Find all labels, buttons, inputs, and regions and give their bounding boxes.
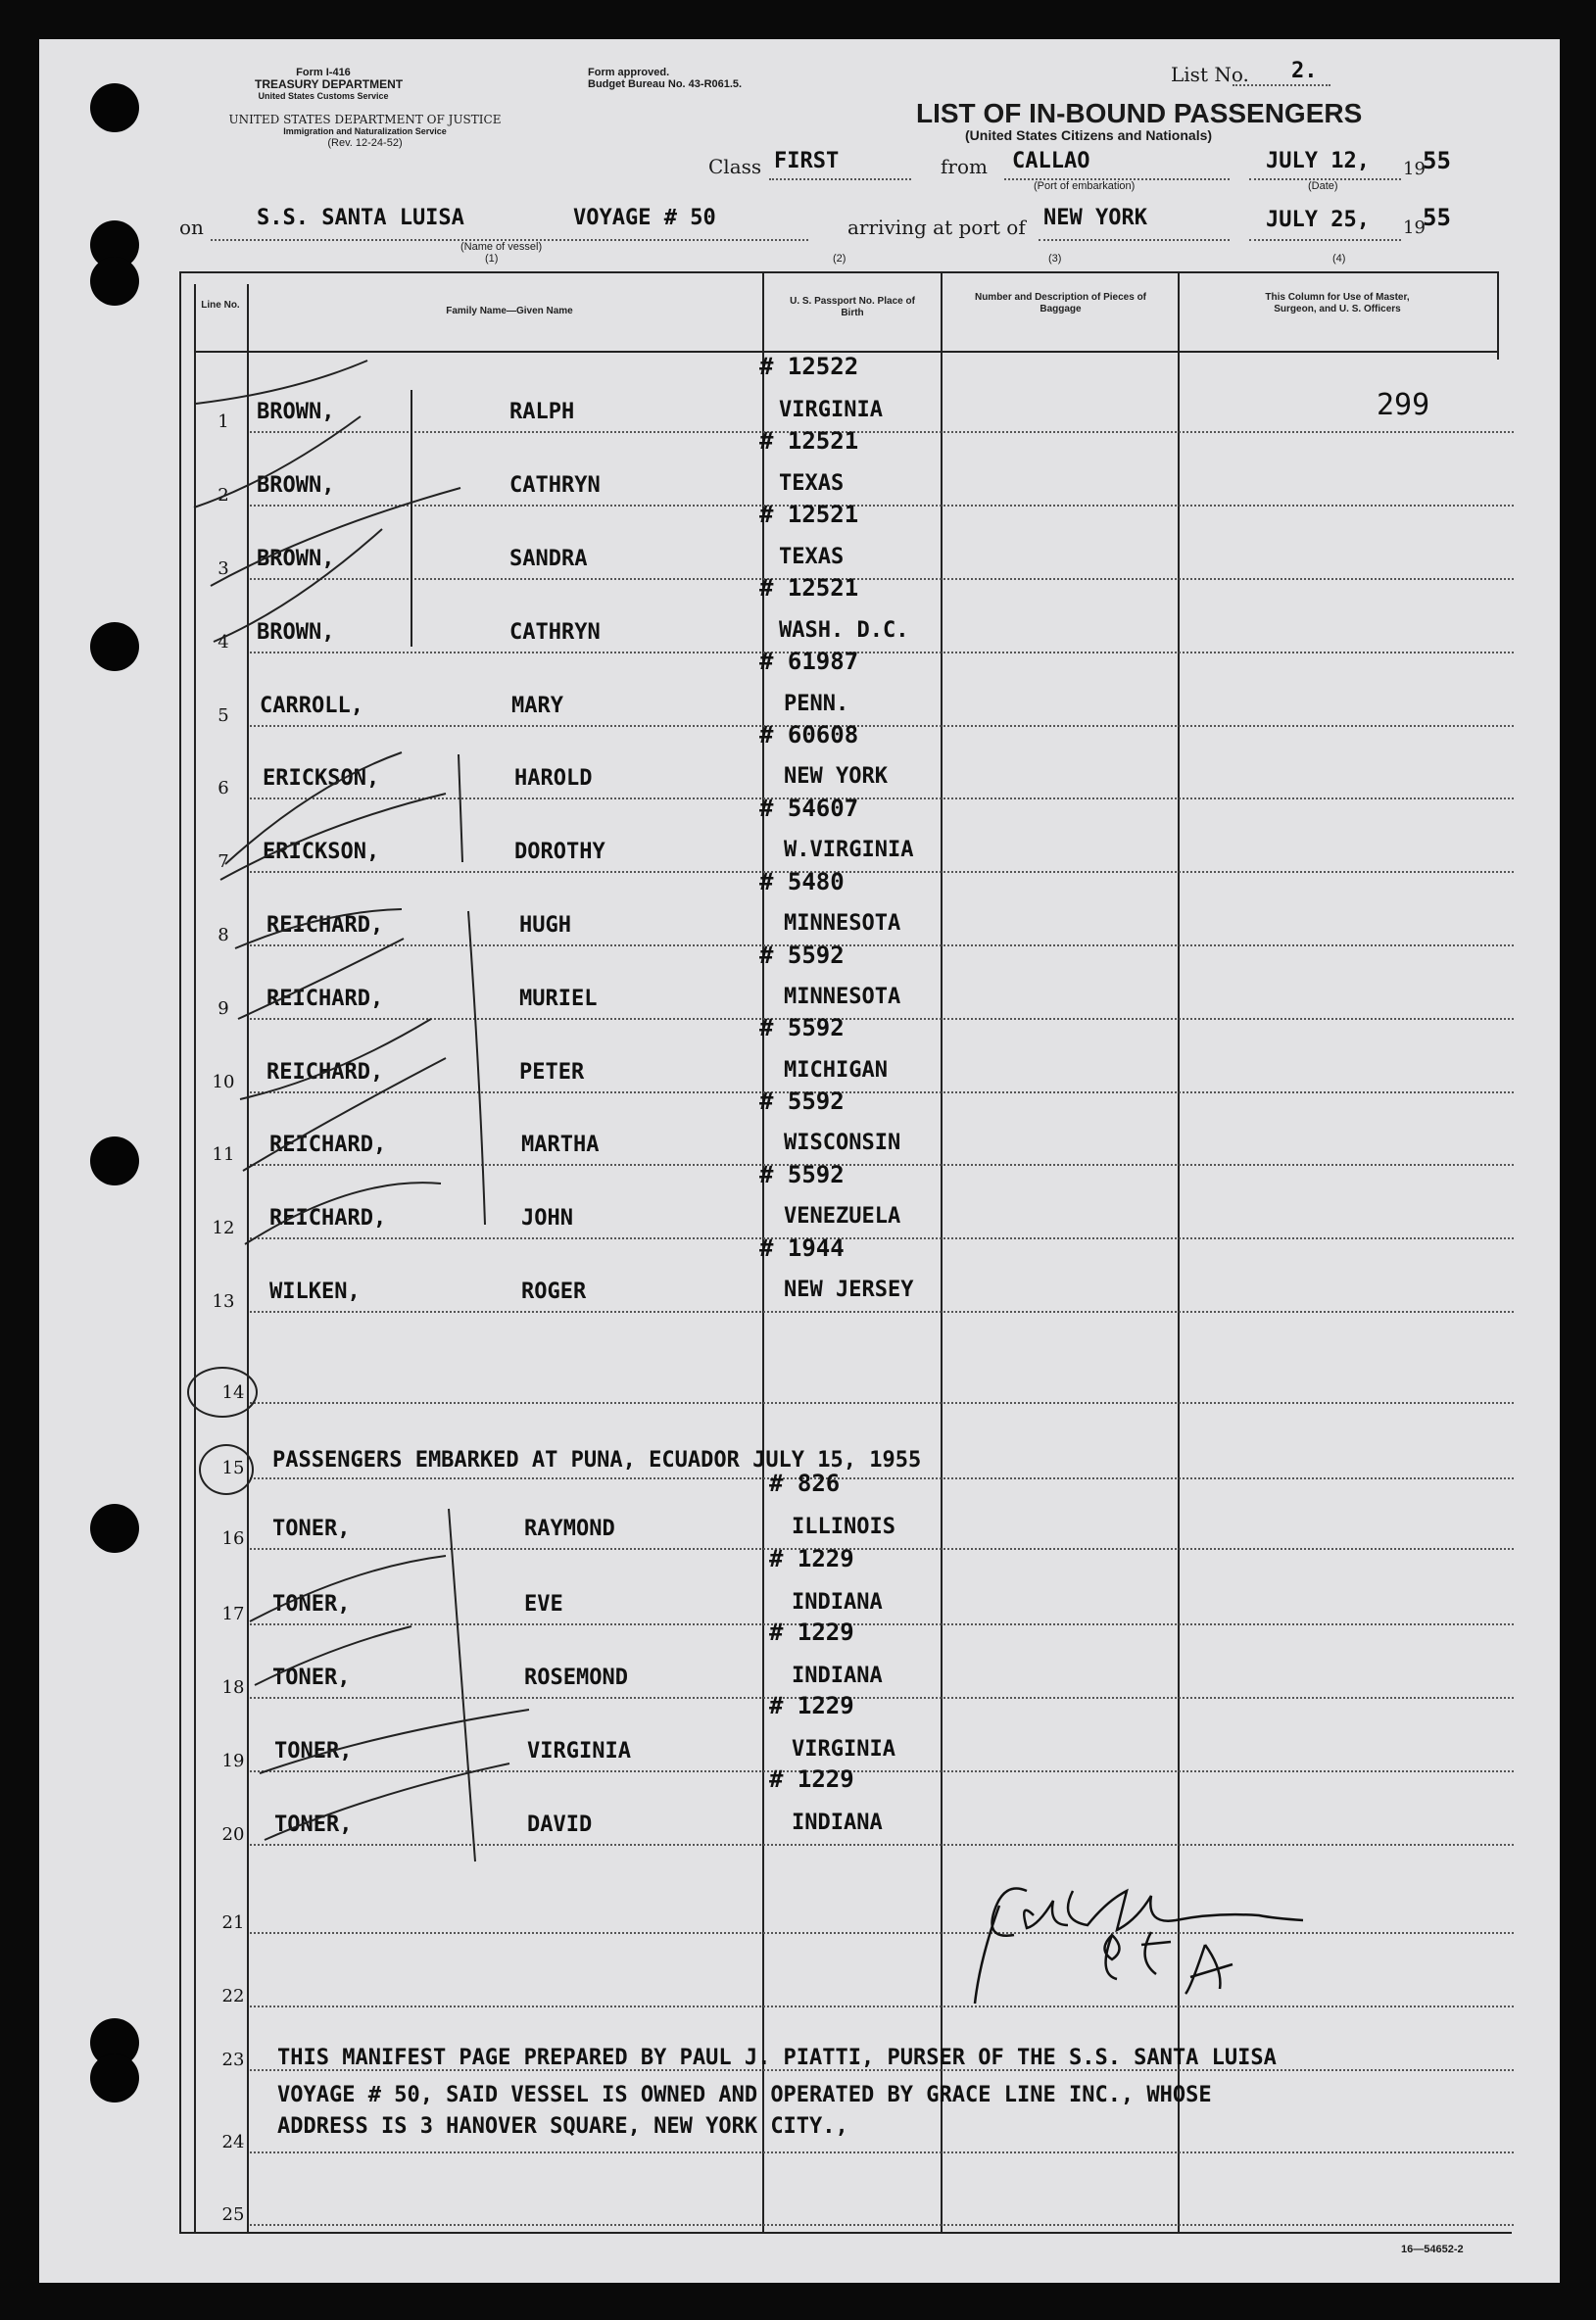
from-label: from [941,155,988,178]
place-of-birth: INDIANA [792,1664,883,1688]
footer-note-line1: THIS MANIFEST PAGE PREPARED BY PAUL J. PIATTI, PURSER OF THE S.S. SANTA LUISA [277,2046,1277,2070]
passport-number: # 12521 [759,427,859,455]
departure-year: 55 [1423,147,1451,174]
given-name: MARY [511,694,563,718]
passport-number: # 826 [769,1470,841,1497]
column-passport: U. S. Passport No. Place of Birth [790,296,915,318]
family-name: ERICKSON, [263,766,380,791]
passport-number: # 1944 [759,1234,845,1262]
given-name: EVE [524,1592,563,1617]
caption-4: (4) [1332,253,1346,265]
line-number: 7 [218,851,229,872]
line-number: 6 [218,778,229,798]
passport-number: # 61987 [759,648,859,675]
from-value: CALLAO [1012,149,1090,173]
line-number: 18 [221,1677,245,1698]
family-name: BROWN, [257,473,335,498]
passport-number: # 5592 [759,942,845,969]
place-of-birth: MINNESOTA [784,911,901,936]
line-number: 5 [218,705,229,726]
line-number: 14 [221,1382,245,1403]
vessel-caption: (Name of vessel) [460,241,543,253]
line-number: 8 [218,925,229,945]
column-name: Family Name—Given Name [446,306,573,316]
line-number: 15 [221,1458,245,1478]
given-name: SANDRA [509,547,588,571]
line-number: 12 [212,1218,235,1238]
given-name: MURIEL [519,987,598,1011]
family-name: BROWN, [257,620,335,645]
place-of-birth: TEXAS [779,545,845,569]
given-name: HAROLD [514,766,593,791]
family-name: ERICKSON, [263,840,380,864]
family-name: TONER, [272,1666,351,1690]
caption-3: (3) [1048,253,1062,265]
given-name: RAYMOND [524,1517,615,1541]
family-name: BROWN, [257,400,335,424]
class-label: Class [708,155,762,178]
line-number: 22 [221,1986,245,2006]
column-officers: This Column for Use of Master, Surgeon, and U. S. Officers [1265,292,1410,314]
page-subtitle: (United States Citizens and Nationals) [965,127,1213,143]
family-name: TONER, [272,1517,351,1541]
line-number: 20 [221,1824,245,1845]
port-caption: (Port of embarkation) [1034,180,1136,192]
footer-note-line3: ADDRESS IS 3 HANOVER SQUARE, NEW YORK CITY., [277,2114,848,2139]
place-of-birth: ILLINOIS [792,1515,895,1539]
passport-number: # 5592 [759,1161,845,1188]
given-name: DOROTHY [514,840,605,864]
family-name: BROWN, [257,547,335,571]
footer-note-line2: VOYAGE # 50, SAID VESSEL IS OWNED AND OPERATED BY GRACE LINE INC., WHOSE [277,2083,1212,2107]
line-number: 23 [221,2050,245,2070]
given-name: CATHRYN [509,473,601,498]
passport-number: # 5592 [759,1014,845,1041]
passport-number: # 1229 [769,1765,854,1793]
passport-number: # 5480 [759,868,845,895]
family-name: CARROLL, [260,694,363,718]
given-name: MARTHA [521,1133,600,1157]
page-title: LIST OF IN-BOUND PASSENGERS [916,98,1363,128]
line-number: 21 [221,1912,245,1933]
place-of-birth: WISCONSIN [784,1131,901,1155]
passport-number: # 60608 [759,721,859,749]
arrival-port: NEW YORK [1043,206,1147,230]
passport-number: # 1229 [769,1619,854,1646]
line-number: 11 [212,1144,235,1165]
family-name: TONER, [274,1739,353,1764]
place-of-birth: INDIANA [792,1811,883,1835]
voyage-number: VOYAGE # 50 [573,206,716,230]
place-of-birth: NEW JERSEY [784,1278,914,1302]
arrival-date: JULY 25, [1266,208,1370,232]
given-name: ROGER [521,1280,587,1304]
passport-number: # 12521 [759,501,859,528]
justice-dept: UNITED STATES DEPARTMENT OF JUSTICE [228,113,502,126]
place-of-birth: INDIANA [792,1590,883,1615]
line-number: 10 [212,1072,235,1092]
family-name: REICHARD, [266,913,384,938]
place-of-birth: VENEZUELA [784,1204,901,1229]
place-of-birth: TEXAS [779,471,845,496]
line-number: 1 [218,411,229,432]
line-number: 16 [221,1528,245,1549]
family-name: TONER, [272,1592,351,1617]
customs-service: United States Customs Service [258,91,389,101]
officer-note: 299 [1377,388,1430,422]
puna-note: PASSENGERS EMBARKED AT PUNA, ECUADOR JULY 15, 1955 [272,1448,922,1473]
column-line-no: Line No. [201,300,240,311]
form-number: Form I-416 [296,67,351,78]
passport-number: # 1229 [769,1692,854,1719]
treasury-dept: TREASURY DEPARTMENT [255,77,404,91]
list-no-value: 2. [1291,59,1318,83]
class-value: FIRST [774,149,840,173]
departure-date: JULY 12, [1266,149,1370,173]
place-of-birth: MICHIGAN [784,1058,888,1083]
signature-icon [975,1889,1303,2005]
line-number: 4 [218,632,229,652]
line-number: 17 [221,1604,245,1624]
ins-service: Immigration and Naturalization Service [283,126,447,136]
place-of-birth: W.VIRGINIA [784,838,914,862]
departure-year-prefix: 19 [1403,159,1426,179]
caption-1: (1) [485,253,499,265]
line-number: 3 [218,558,229,579]
family-name: WILKEN, [269,1280,361,1304]
place-of-birth: NEW YORK [784,764,888,789]
passport-number: # 12522 [759,353,859,380]
line-number: 9 [218,998,229,1019]
given-name: PETER [519,1060,585,1085]
on-label: on [179,216,204,239]
family-name: REICHARD, [269,1206,387,1231]
print-code: 16—54652-2 [1401,2244,1464,2255]
line-number: 24 [221,2132,245,2152]
given-name: ROSEMOND [524,1666,628,1690]
line-number: 2 [218,485,229,506]
family-name: REICHARD, [269,1133,387,1157]
line-number: 13 [212,1291,235,1312]
given-name: JOHN [521,1206,573,1231]
place-of-birth: WASH. D.C. [779,618,909,643]
caption-2: (2) [833,253,846,265]
column-baggage: Number and Description of Pieces of Baggage [974,292,1147,314]
date-caption: (Date) [1308,180,1338,192]
family-name: REICHARD, [266,987,384,1011]
arrival-year: 55 [1423,204,1451,231]
line-number: 25 [221,2204,245,2225]
arrival-year-prefix: 19 [1403,218,1426,238]
given-name: CATHRYN [509,620,601,645]
family-name: REICHARD, [266,1060,384,1085]
revision: (Rev. 12-24-52) [327,137,403,149]
given-name: HUGH [519,913,571,938]
passport-number: # 54607 [759,795,859,822]
passport-number: # 12521 [759,574,859,602]
given-name: VIRGINIA [527,1739,631,1764]
place-of-birth: VIRGINIA [792,1737,895,1762]
given-name: DAVID [527,1812,593,1837]
vessel-name: S.S. SANTA LUISA [257,206,464,230]
passport-number: # 1229 [769,1545,854,1572]
family-name: TONER, [274,1812,353,1837]
place-of-birth: PENN. [784,692,849,716]
form-approved: Form approved. [588,67,670,78]
list-no-label: List No. [1171,63,1249,86]
place-of-birth: VIRGINIA [779,398,883,422]
budget-bureau: Budget Bureau No. 43-R061.5. [588,78,743,90]
given-name: RALPH [509,400,575,424]
arriving-label: arriving at port of [847,216,1026,239]
line-number: 19 [221,1751,245,1771]
place-of-birth: MINNESOTA [784,985,901,1009]
passport-number: # 5592 [759,1088,845,1115]
